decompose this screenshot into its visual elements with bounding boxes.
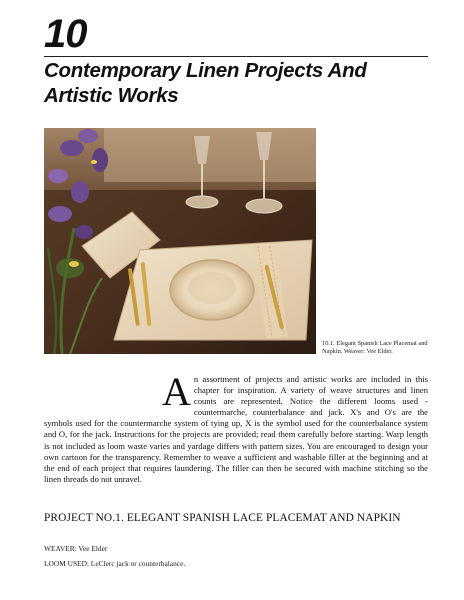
intro-text: n assortment of projects and artistic works are included in this chapter for inspiration. A variety of weave structures and linen counts are represented. Notice the different looms used - countermarche, counterbalance and jack. X's and O's are the symbols used for the countermarche system of tying up, X is the symbol used for the counterbalance system and O, for the jack. Instructions for the projects are provided; read them carefully before starting. Warp length is not included as loom waste varies and yardage differs with pattern sizes. You are encouraged to design your own cartoon for the transparency. Remember to weave a sufficient and washable filler at the beginning and at the end of each project that requires laundering. The filler can then be secured with machine stitching so the linen threads do not unravel. bbox=[44, 374, 428, 484]
intro-paragraph bbox=[44, 369, 428, 485]
project-loom: LOOM USED: LeClerc jack or counterbalance. bbox=[44, 559, 186, 568]
chapter-number: 10 bbox=[44, 12, 87, 56]
placemat-photo bbox=[44, 128, 316, 354]
project-weaver: WEAVER: Vee Elder bbox=[44, 544, 108, 553]
project-title: PROJECT NO.1. ELEGANT SPANISH LACE PLACEMAT AND NAPKIN bbox=[44, 512, 401, 524]
chapter-title: Contemporary Linen Projects And Artistic Works bbox=[44, 59, 367, 107]
drop-cap: A bbox=[162, 369, 191, 414]
title-rule bbox=[44, 56, 428, 57]
figure-caption: 10.1. Elegant Spanish Lace Placemat and Napkin. Weaver: Vee Elder. bbox=[322, 340, 428, 355]
